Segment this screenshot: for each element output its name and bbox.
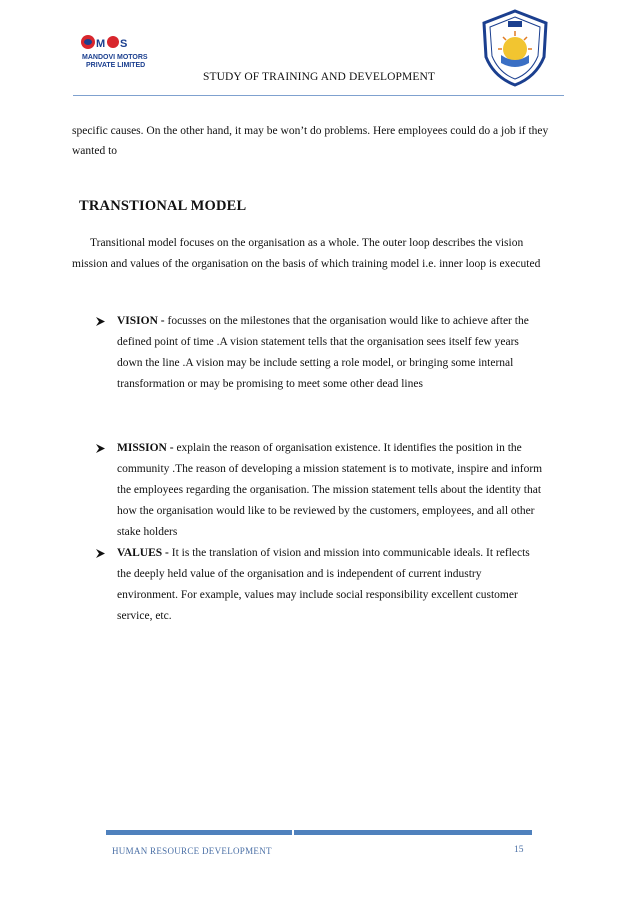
footer-bar: [106, 830, 532, 835]
section-paragraph-text: Transitional model focuses on the organisation as a whole. The outer loop describes the vision mission and values of the organisation on the basis of which training model i.e. inner loop is executed: [72, 237, 541, 270]
header-divider: [73, 95, 564, 96]
logo-line1: MANDOVI MOTORS: [82, 54, 148, 61]
section-heading: TRANSTIONAL MODEL: [79, 198, 247, 214]
bullet-separator: -: [166, 442, 177, 454]
bullet-vision: [95, 311, 545, 395]
bullet-term: MISSION: [117, 442, 167, 454]
page-number: 15: [514, 845, 524, 855]
bullet-text: explain the reason of organisation existence. It identifies the position in the community .The reason of developing a mission statement is to motivate, inspire and inform the employees regarding the organisation. The mission statement tells about the identity that how the organisation would like to be reviewed by the customers, employees, and all other stake holders: [117, 442, 543, 538]
mandovi-motors-logo: [80, 33, 158, 71]
footer-title: HUMAN RESOURCE DEVELOPMENT: [112, 846, 272, 856]
bullet-term: VALUES: [117, 547, 163, 559]
bullet-separator: -: [162, 547, 172, 559]
svg-text:M: M: [96, 38, 106, 50]
arrow-bullet-icon: [95, 443, 106, 454]
bullet-list: [95, 311, 545, 627]
intro-paragraph: specific causes. On the other hand, it may be won’t do problems. Here employees could do a job if they wanted to: [72, 125, 549, 157]
bullet-separator: -: [157, 315, 168, 327]
bullet-values: [95, 543, 545, 627]
bullet-text: It is the translation of vision and mission into communicable ideals. It reflects the deeply held value of the organisation and is independent of current industry environment. For example, values may include social responsibility excellent customer service, etc.: [117, 547, 530, 622]
logo-line2: PRIVATE LIMITED: [86, 62, 146, 69]
arrow-bullet-icon: [95, 548, 106, 559]
bullet-mission: [95, 438, 545, 543]
svg-text:S: S: [120, 38, 128, 50]
section-paragraph: [72, 233, 552, 275]
page-header-title: STUDY OF TRAINING AND DEVELOPMENT: [202, 71, 436, 83]
bullet-text: focusses on the milestones that the organisation would like to achieve after the defined point of time .A vision statement tells that the organisation sees itself few years down the line .A vision may be include setting a role model, or bringing some internal transformation or may be promising to meet some other dead lines: [117, 315, 529, 390]
bullet-term: VISION: [117, 315, 158, 327]
arrow-bullet-icon: [95, 316, 106, 327]
